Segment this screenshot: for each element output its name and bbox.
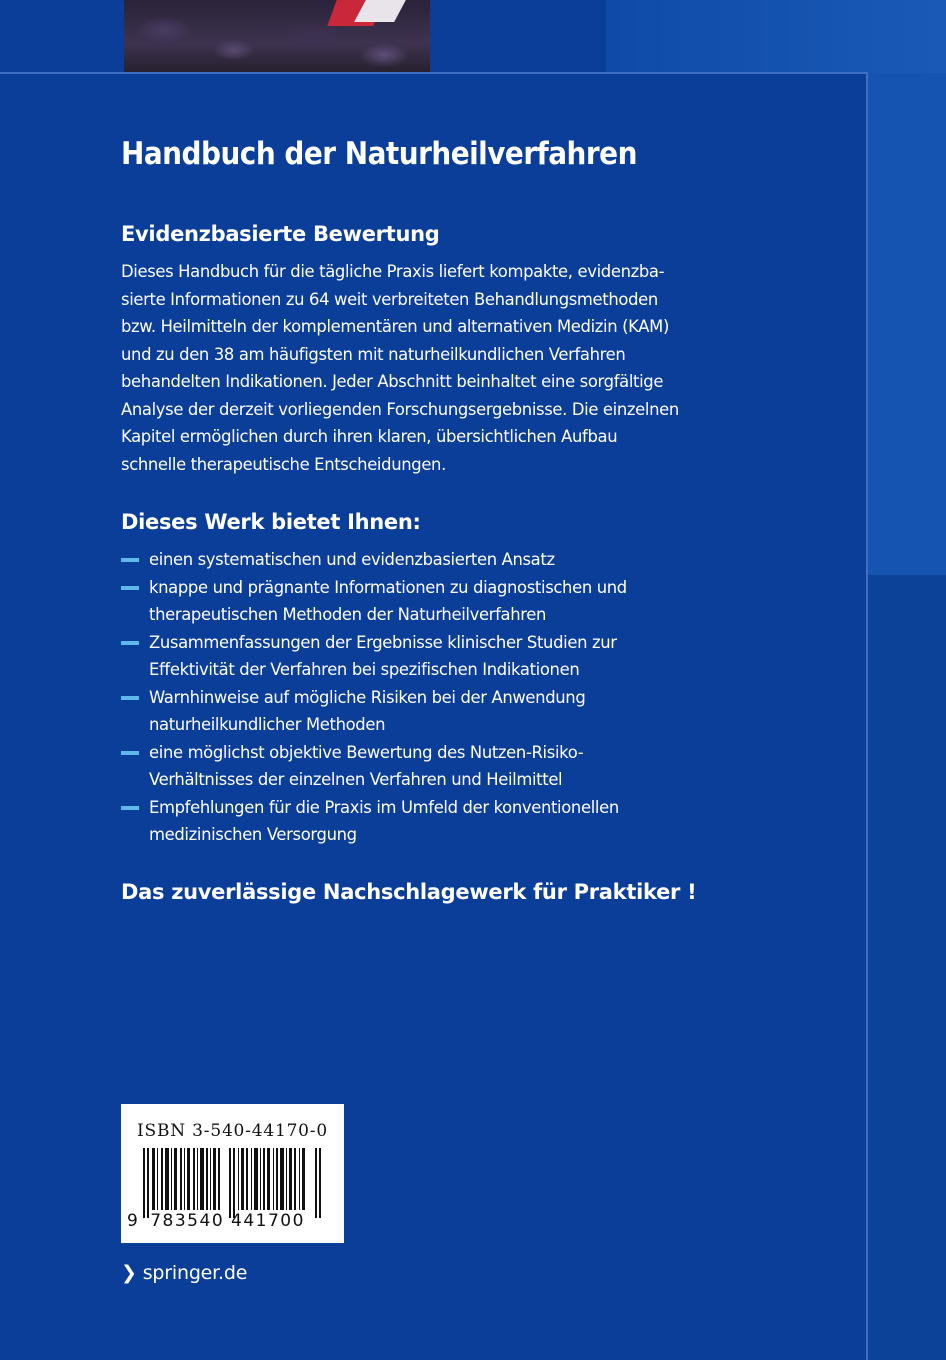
publisher-url: springer.de: [142, 1262, 248, 1284]
background-panel-right: [866, 73, 946, 575]
list-item-text: einen systematischen und evidenzbasierten Ansatz: [149, 550, 555, 569]
barcode-bars-icon: [143, 1148, 323, 1218]
list-item: [121, 629, 681, 684]
section-title-features: Dieses Werk bietet Ihnen:: [121, 510, 421, 534]
isbn-text: ISBN 3-540-44170-0: [137, 1121, 328, 1141]
background-panel-right-lower: [866, 575, 946, 1360]
dash-bullet-icon: [121, 806, 139, 810]
barcode-digits-group-1: 783540: [150, 1211, 225, 1231]
dash-bullet-icon: [121, 641, 139, 645]
intro-line: Kapitel ermöglichen durch ihren klaren, übersichtlichen Aufbau: [121, 427, 618, 446]
dash-bullet-icon: [121, 696, 139, 700]
chevron-right-icon: ❯: [121, 1262, 137, 1284]
barcode-digits: [127, 1211, 339, 1231]
list-item-text: Warnhinweise auf mögliche Risiken bei der Anwendung: [149, 687, 586, 707]
dash-bullet-icon: [121, 586, 139, 590]
cover-photo-herbs: [124, 0, 430, 72]
list-item-text: therapeutischen Methoden der Naturheilverfahren: [149, 605, 547, 624]
intro-line: schnelle therapeutische Entscheidungen.: [121, 454, 446, 474]
dash-bullet-icon: [121, 558, 139, 562]
list-item: [121, 574, 681, 629]
intro-line: behandelten Indikationen. Jeder Abschnitt beinhaltet eine sorgfältige: [121, 372, 664, 391]
list-item-text: medizinischen Versorgung: [149, 825, 357, 844]
intro-line: sierte Informationen zu 64 weit verbreiteten Behandlungsmethoden: [121, 289, 658, 309]
intro-line: Analyse der derzeit vorliegenden Forschungsergebnisse. Die einzelnen: [121, 399, 679, 419]
list-item: [121, 739, 681, 794]
frame-line-vertical: [866, 72, 868, 1360]
barcode-digit-first: 9: [127, 1211, 140, 1231]
tagline: Das zuverlässige Nachschlagewerk für Praktiker !: [121, 880, 697, 904]
intro-line: Dieses Handbuch für die tägliche Praxis liefert kompakte, evidenzba-: [121, 262, 665, 281]
list-item-text: naturheilkundlicher Methoden: [149, 715, 386, 734]
dash-bullet-icon: [121, 751, 139, 755]
section-title-evidence: Evidenzbasierte Bewertung: [121, 222, 440, 246]
frame-line-horizontal: [0, 72, 868, 74]
list-item: [121, 794, 681, 849]
publisher-link[interactable]: [121, 1262, 247, 1284]
list-item-text: Empfehlungen für die Praxis im Umfeld der konventionellen: [149, 797, 619, 817]
isbn-barcode: [121, 1104, 344, 1243]
feature-list: [121, 546, 681, 849]
list-item: [121, 546, 681, 574]
list-item: [121, 684, 681, 739]
background-panel-top-right: [606, 0, 946, 73]
list-item-text: knappe und prägnante Informationen zu diagnostischen und: [149, 577, 627, 597]
list-item-text: Verhältnisses der einzelnen Verfahren und Heilmittel: [149, 770, 563, 789]
intro-paragraph: [121, 258, 681, 478]
list-item-text: Effektivität der Verfahren bei spezifischen Indikationen: [149, 660, 580, 679]
intro-line: und zu den 38 am häufigsten mit naturheilkundlichen Verfahren: [121, 344, 626, 364]
barcode-digits-group-2: 441700: [231, 1211, 305, 1231]
list-item-text: eine möglichst objektive Bewertung des Nutzen-Risiko-: [149, 742, 584, 762]
list-item-text: Zusammenfassungen der Ergebnisse klinischer Studien zur: [149, 632, 617, 652]
book-title: Handbuch der Naturheilverfahren: [121, 136, 637, 172]
intro-line: bzw. Heilmitteln der komplementären und alternativen Medizin (KAM): [121, 317, 669, 336]
